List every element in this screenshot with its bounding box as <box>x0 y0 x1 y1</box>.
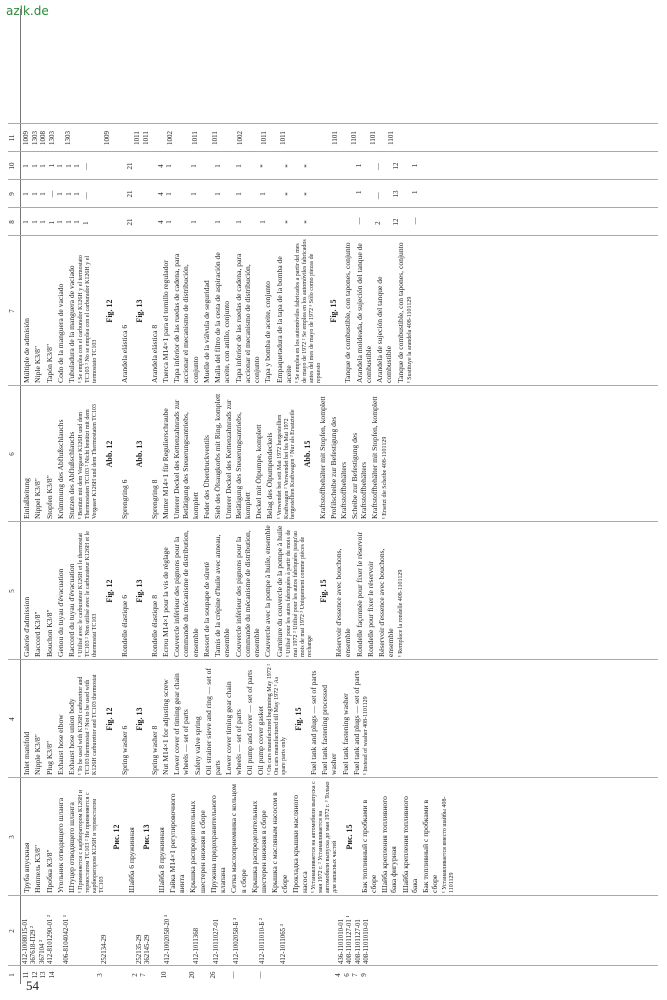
qty: 1 <box>73 192 82 196</box>
group-code: 1101 <box>349 131 358 145</box>
quantity-columns <box>22 152 658 236</box>
item: Oil pump and cover — set of parts <box>244 669 254 775</box>
group-code: 1303 <box>47 131 56 145</box>
item: Шайба крепления топливного бака фигурная <box>380 796 399 893</box>
item: Tapón K3/8" <box>44 343 54 383</box>
column-header-7: 7 <box>8 309 16 313</box>
item: Lower cover of timing gear chain wheels — set of parts <box>172 673 191 775</box>
column-part-number <box>22 898 658 964</box>
qty: 4 <box>156 220 165 224</box>
item: Arandela elástica 8 <box>149 324 159 383</box>
qty: 1 <box>410 163 419 168</box>
group-code: 1008 <box>39 131 48 145</box>
item: Tubuladura de la manguera de vaciado <box>67 265 76 383</box>
item: Plug K3/8" <box>44 740 54 775</box>
footnote: ¹ Устанавливается на автомобили выпуска с мая 1972 г. ² Устанавливается на автомобили выпуска до мая 1972 г. ³ Только для запасных частей <box>311 781 338 893</box>
group-code: 1009 <box>22 131 30 145</box>
qty: 21 <box>126 162 135 170</box>
group-code: 1101 <box>331 131 340 145</box>
item: Garniture du couvercle de la pompe à huile <box>274 525 284 657</box>
group-code: 1303 <box>30 131 39 145</box>
pos: — <box>255 971 264 979</box>
item: Unterer Deckel des Kettenzahnrads zur Betätigung des Steuerungsantriebs, komplett <box>172 399 200 519</box>
footnote: ¹ Verwendet bei seit Mai 1972 hergestellten Kraftwagen ² Verwendet bei bis Mai 1972 hergestellten Kraftwagen ³ Nur als Ersatzteile <box>276 409 297 519</box>
qty: — <box>410 217 419 225</box>
qty: 4 <box>156 192 165 196</box>
pos: 3 <box>96 973 105 977</box>
footnote: ¹ Utilisé pour les autos fabriquées à partir du mois de mai 1972 ² Utilisé pour les autos fabriquées jusqu'au mois de mai 1972 ³ Uniquement comme pièces de rechange <box>285 529 313 657</box>
item: Tapa y bomba de aceite, conjunto <box>263 281 273 383</box>
figure-heading: Fig. 15 <box>294 707 304 731</box>
pos: 6 <box>342 973 351 977</box>
qty: 4 <box>156 164 165 168</box>
qty: 1 <box>259 220 268 224</box>
figure-heading: Fig. 12 <box>104 299 114 323</box>
item: Muelle de la válvula de seguridad <box>201 280 211 383</box>
item: Крышка распределительных шестерен нижняя в сборе <box>188 800 207 893</box>
item: Fuel tank and plugs — set of parts <box>351 670 361 775</box>
group-code: 1002 <box>166 131 175 145</box>
qty: 1 <box>30 192 39 196</box>
column-header-5: 5 <box>8 589 16 593</box>
part-no: 367104 ² <box>38 939 46 964</box>
column-position <box>22 966 658 984</box>
part-no: 436-1101010-01 <box>337 918 345 964</box>
part-no: 412-1011065 ³ <box>279 924 287 964</box>
watermark: azlk.de <box>6 4 49 18</box>
pos: 9 <box>359 973 368 977</box>
qty: 1 <box>30 220 39 224</box>
qty: 1 <box>39 192 48 196</box>
part-no: 408-1101127-01 ¹ <box>346 915 354 964</box>
group-code: 1009 <box>102 131 111 145</box>
item: Rondelle élastique 6 <box>119 595 129 657</box>
item: Tapa inferior de las ruedas de cadena, para accionar el mecanismo de distribución, conjunto <box>172 253 200 383</box>
item: Nippel K3/8" <box>33 478 43 519</box>
item: Arandela de sujeción del tanque de combustible <box>375 276 394 383</box>
pos: 7 <box>351 973 360 977</box>
item: Exhaust hose union body <box>67 698 76 775</box>
figure-heading: Рис. 13 <box>141 824 151 850</box>
group-code: 1011 <box>190 131 199 145</box>
qty: — <box>373 192 382 200</box>
qty: * <box>302 164 311 168</box>
footnote: ¹ Utilisé avec le carburateur K126H et le thermostat TC103 ² Non utilisé avec le carburateur K126H et le thermostat TC103 <box>78 531 99 657</box>
part-no: 412-1011010-Б ² <box>259 918 267 964</box>
column-header-9: 9 <box>8 192 16 196</box>
item: Kraftstoffbehälter mit Stopfen, komplett <box>370 396 380 519</box>
item: Unterer Deckel des Kettenzahnrads zur Betätigung des Steuerungsantriebs, komplett <box>224 399 252 519</box>
qty: 1 <box>259 192 268 196</box>
item: Arandela elástica 6 <box>119 324 129 383</box>
group-code: 1011 <box>278 131 287 145</box>
item: Exhaust hose elbow <box>55 714 65 775</box>
pos: 11 <box>22 971 30 979</box>
pos: 26 <box>208 971 217 979</box>
qty: 1 <box>234 220 243 224</box>
qty: — <box>81 192 90 200</box>
item: Tanque de combustible, con tapones, conjunto <box>395 242 405 383</box>
figure-heading: Abb. 15 <box>303 440 313 468</box>
footnote: ¹ Se empleа con el carburador K126H y el termostato TC103 ² No se emplea con el carburador K126H y el termostato TC103 <box>78 255 99 383</box>
qty: 1 <box>214 220 223 224</box>
part-no: 412-1002058-Б ³ <box>233 917 241 964</box>
qty: * <box>283 164 292 168</box>
item: Rondelle élastique 8 <box>149 595 159 657</box>
item: Arandela moldeada, de sujeción del tanque de combustible <box>354 243 373 383</box>
item: Genou du tuyau d'évacuation <box>55 568 65 657</box>
qty: * <box>259 164 268 168</box>
qty: 1 <box>39 220 48 224</box>
footnote: ¹ On cars manufactured beginning May 1972 ² On cars manufactured till May 1972 ³ As spare parts only <box>267 663 288 775</box>
part-no: 408-1101010-01 <box>362 918 370 964</box>
qty: * <box>302 192 311 196</box>
item: Kraftstoffbehälter mit Stopfen, komplett <box>318 396 328 519</box>
item: Couvercle inférieur des pignons pour la commande du mécanisme de distribution, ensemble <box>233 530 262 657</box>
column-spanish <box>22 239 658 383</box>
qty: 1 <box>165 192 174 196</box>
item: Шайба 6 пружинная <box>126 827 136 893</box>
item: Feder des Überdruckventils <box>201 435 211 519</box>
column-group-code <box>22 124 658 152</box>
item: Бак топливный с пробками в сборе <box>359 799 378 893</box>
item: Fuel tank fastening processed washer <box>320 684 339 775</box>
part-no: 412-1008015-01 <box>22 918 29 964</box>
footnote: ¹ Benützt mit dem Vergaser K126H und dem Thermostaten TC103 ² Nicht benützt mit dem Vergaser K126H und dem Thermostaten TC103 <box>78 404 99 519</box>
column-header-8: 8 <box>8 220 16 224</box>
figure-heading: Рис. 15 <box>344 824 354 850</box>
qty: 1 <box>189 220 198 224</box>
item: Шайба крепления топливного бака <box>400 796 419 893</box>
figure-heading: Рис. 12 <box>111 824 121 850</box>
item: Сетка маслоприемника с кольцом в сборе <box>229 784 248 893</box>
item: Rondelle façonnée pour fixer le réservoir <box>354 531 364 657</box>
qty: 1 <box>22 164 30 168</box>
figure-heading: Abb. 12 <box>104 440 114 468</box>
footnote: ¹ Remplace la rondelle 408-1101129 <box>397 569 404 657</box>
qty: 21 <box>126 190 135 198</box>
figure-heading: Abb. 13 <box>134 440 144 468</box>
item: Труба впускная <box>22 842 31 893</box>
group-code: 1303 <box>64 131 73 145</box>
pos: 2 <box>130 973 139 977</box>
qty: 1 <box>73 220 82 224</box>
item: Empaquetadura de la tapa de la bomba de aceite <box>274 256 293 383</box>
group-code: 1101 <box>387 131 396 145</box>
qty: 1 <box>189 192 198 196</box>
column-german <box>22 389 658 519</box>
pos: 10 <box>159 971 168 979</box>
qty: — <box>355 217 364 225</box>
qty: 1 <box>22 192 30 196</box>
pos: 4 <box>334 973 343 977</box>
qty: 1 <box>64 220 73 224</box>
footnote: ¹ Se emplea en los automóviles fabricados a partir del mes de mayo de 1972 ² Se emplea en los automóviles fabricados antes del mes de mayo de 1972 ³ Sólo como piezas de repuesto <box>295 239 322 383</box>
item: Couvercle avec la pompe à huile, ensemble <box>263 525 273 657</box>
qty: * <box>283 220 292 224</box>
qty: 1 <box>214 192 223 196</box>
item: Spring washer 6 <box>119 725 129 775</box>
column-header-row <box>8 9 21 984</box>
item: Scheibe zur Befestigung des Kraftstoffbehälters <box>349 432 369 519</box>
item: Krümmung des Abflußschlauchs <box>55 419 65 519</box>
column-header-4: 4 <box>8 717 16 721</box>
qty: 1 <box>214 164 223 168</box>
qty: * <box>283 192 292 196</box>
pos: — <box>229 971 238 979</box>
qty: 1 <box>22 220 30 224</box>
item: Safety valve spring <box>192 716 202 775</box>
item: Штуцер отводящего шланга <box>67 802 76 893</box>
item: Rondelle pour fixer le réservoir <box>365 561 375 657</box>
pos: 7 <box>139 973 148 977</box>
item: Inlet manifold <box>22 731 31 775</box>
qty: 1 <box>355 190 364 195</box>
pos: 12 <box>30 971 39 979</box>
figure-heading: Fig. 15 <box>319 579 329 603</box>
group-code: 1011 <box>141 131 150 145</box>
item: Einlaßleitung <box>22 478 31 519</box>
qty: 1 <box>47 163 56 168</box>
item: Codo de la manguera de vaciado <box>55 283 65 383</box>
item: Sprengring 8 <box>149 479 159 519</box>
qty: — <box>81 163 90 171</box>
footnote: ¹ To be used with K126H carburettor and TC103 thermostat ² Not to be used with K126H carburettor and TC103 thermostat <box>78 674 99 775</box>
qty: 1 <box>234 164 243 168</box>
item: Oil pump cover gasket <box>256 706 266 775</box>
qty: 1 <box>189 164 198 168</box>
item: Tuerca M14×1 para el tornillo regulador <box>160 260 170 383</box>
column-header-10: 10 <box>8 162 16 170</box>
item: Lower cover timing gear chain wheels — set of parts <box>224 681 243 775</box>
group-code: 1011 <box>133 131 142 145</box>
item: Réservoir d'essence avec bouchons, ensemble <box>377 548 396 657</box>
part-no: 252135-29 <box>135 934 143 964</box>
column-french <box>22 525 658 657</box>
qty: 1 <box>39 164 48 168</box>
page-number: 54 <box>26 978 39 993</box>
part-no: 406-8104042-01 ¹ <box>63 914 71 964</box>
item: Бак топливный с пробками в сборе <box>421 799 440 893</box>
item: Sieb des Ölsaugkorbs mit Ring, komplett <box>213 393 223 519</box>
column-header-2: 2 <box>8 929 16 933</box>
footnote: ¹ Sustituye la arandela 408-1101129 <box>406 296 413 383</box>
parts-table <box>8 9 658 984</box>
part-no: 252134-29 <box>101 934 109 964</box>
qty: — <box>373 163 382 171</box>
item: Deckel mit Ölpumpe, komplett <box>254 424 264 519</box>
qty: 13 <box>392 190 401 198</box>
qty: 1 <box>410 190 419 195</box>
qty: 12 <box>392 162 401 170</box>
item: Oil strainer sieve and ring — set of parts <box>203 668 223 775</box>
item: Fuel tank fastening washer <box>340 693 350 775</box>
item: Пробка К3/8" <box>44 849 54 893</box>
qty: 1 <box>355 163 364 168</box>
qty: 2 <box>373 221 382 225</box>
item: Tamis de la crépine d'huile avec anneau, ensemble <box>213 534 232 657</box>
item: Шайба 8 пружинная <box>156 827 166 893</box>
item: Mutter M14×1 für Regulierschraube <box>160 408 170 519</box>
item: Ниппель К3/8" <box>33 844 43 893</box>
figure-heading: Fig. 15 <box>328 299 338 323</box>
part-no: 412-8101290-01 ² <box>46 914 54 964</box>
item: Bouchon K3/8" <box>44 609 54 657</box>
item: Spring washer 8 <box>149 725 159 775</box>
item: Ecrou M14×1 pour la vis de réglage <box>160 547 170 657</box>
group-code: 1011 <box>211 131 220 145</box>
item: Прокладка крышки масляного насоса <box>290 794 310 893</box>
item: Belag des Ölpumpendeckels <box>265 432 275 519</box>
part-no: 412-1011368 <box>192 928 200 964</box>
item: Tapa inferior de las ruedas de cadena, para accionar el mecanismo de distribución, conjunto <box>233 253 262 383</box>
part-no: 362145-29 <box>143 934 151 964</box>
qty: 1 <box>64 192 73 196</box>
item: Nut M14×1 for adjusting screw <box>160 679 170 775</box>
item: Stutzen des Abflußschlauchs <box>67 431 76 519</box>
pos: 13 <box>39 971 48 979</box>
part-no: 412-1002058-20 ³ <box>164 914 172 964</box>
column-header-3: 3 <box>8 835 16 839</box>
qty: 21 <box>126 218 135 226</box>
item: Tanque de combustible, con tapones, conjunto <box>343 242 353 383</box>
qty: 1 <box>56 220 65 224</box>
part-no: 412-1011027-01 <box>212 918 220 964</box>
qty: 1 <box>30 164 39 168</box>
column-header-6: 6 <box>8 452 16 456</box>
column-english <box>22 663 658 775</box>
item: Raccord K3/8" <box>33 611 43 657</box>
part-no: 367618-П29 ² <box>30 925 38 964</box>
item: Réservoir d'essence avec bouchons, ensemble <box>334 548 353 657</box>
pos: 14 <box>47 971 56 979</box>
part-no: 408-1101127-01 <box>354 919 362 964</box>
item: Пружина предохранительного клапана <box>208 795 228 893</box>
item: Malla del filtro de la cesta de aspiración de aceite, con anillo, conjunto <box>213 252 232 383</box>
qty: 1 <box>56 164 65 168</box>
figure-heading: Fig. 13 <box>134 299 144 323</box>
item: Couvercle inférieur des pignons pour la commande du mécanisme de distribution, ensemble <box>172 530 200 657</box>
qty: 1 <box>56 192 65 196</box>
qty: 1 <box>81 221 90 225</box>
column-russian <box>22 781 658 893</box>
qty: 1 <box>165 220 174 224</box>
item: Nipple K3/8" <box>33 734 43 775</box>
footnote: ¹ Instead of washer 408-1101129 <box>363 696 370 775</box>
item: Galerie d'admission <box>22 596 31 657</box>
item: Múltiple de admisión <box>22 318 31 383</box>
item: Гайка М14×1 регулировочного винта <box>167 793 187 893</box>
column-header-11: 11 <box>8 134 16 142</box>
item: Крышка распределительных шестерен нижняя в сборе <box>249 800 269 893</box>
group-code: 1011 <box>260 131 269 145</box>
qty: * <box>302 220 311 224</box>
item: Ressort de la soupape de sûreté <box>201 561 211 657</box>
item: Stopfen K3/8" <box>44 475 54 519</box>
qty: 1 <box>234 192 243 196</box>
item: Sprengring 6 <box>119 479 129 519</box>
item: Крышка с масляным насосом в сборе <box>270 792 289 893</box>
item: Угольник отводящего шланга <box>55 797 65 893</box>
figure-heading: Fig. 12 <box>104 707 114 731</box>
figure-heading: Fig. 13 <box>134 707 144 731</box>
item: Niple K3/8" <box>33 345 43 383</box>
column-header-1: 1 <box>8 973 16 977</box>
figure-heading: Fig. 13 <box>134 579 144 603</box>
item: Raccord du tuyau d'évacuation <box>67 563 76 657</box>
footnote: ¹ Устанавливается вместо шайбы 408-1101129 <box>441 796 455 893</box>
item: Fuel tank and plugs — set of parts <box>308 670 318 775</box>
figure-heading: Fig. 12 <box>104 579 114 603</box>
qty: 12 <box>392 218 401 226</box>
pos: 20 <box>188 971 197 979</box>
qty: 1 <box>64 164 73 168</box>
qty: 1 <box>165 164 174 168</box>
group-code: 1101 <box>368 131 377 145</box>
qty: 1 <box>47 220 56 225</box>
qty: 1 <box>73 164 82 168</box>
footnote: ¹ Ersetzt die Scheibe 408-1101129 <box>381 436 388 519</box>
item: Profilscheibe zur Befestigung des Kraftstoffbehälters <box>329 416 348 519</box>
qty: — <box>47 190 56 198</box>
footnote: ¹ Применяется с карбюратором К126Н и термостатом ТС103 ² Не применяется с карбюратором К126Н и термостатом ТС103 <box>78 789 105 893</box>
group-code: 1002 <box>235 131 244 145</box>
